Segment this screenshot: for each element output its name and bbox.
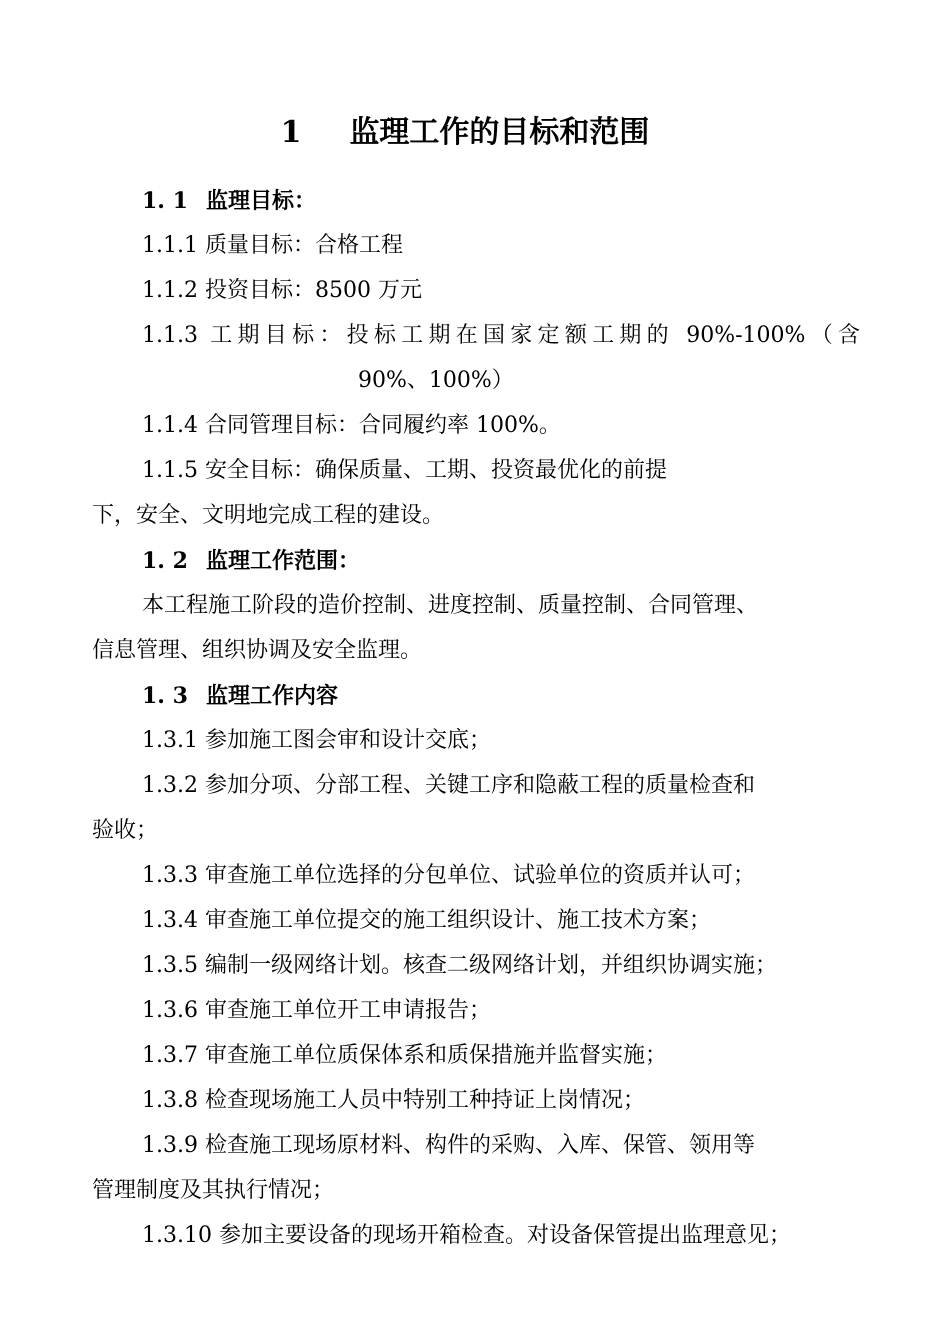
paragraph-line: 1.3.9 检查施工现场原材料、构件的采购、入库、保管、领用等 bbox=[142, 1133, 755, 1158]
paragraph-line: 本工程施工阶段的造价控制、进度控制、质量控制、合同管理、 bbox=[142, 593, 759, 618]
section-number: 1. 2 bbox=[142, 548, 188, 574]
chapter-title bbox=[0, 108, 940, 158]
section-title: 监理目标： bbox=[206, 188, 317, 214]
paragraph-line: 1.3.1 参加施工图会审和设计交底； bbox=[142, 728, 491, 753]
paragraph-line: 1.1.4 合同管理目标：合同履约率 100%。 bbox=[142, 413, 561, 438]
paragraph-line: 1.3.2 参加分项、分部工程、关键工序和隐蔽工程的质量检查和 bbox=[142, 773, 755, 798]
paragraph-line: 1.1.2 投资目标：8500 万元 bbox=[142, 278, 422, 303]
paragraph-line: 1.3.3 审查施工单位选择的分包单位、试验单位的资质并认可； bbox=[142, 863, 755, 888]
paragraph-line: 信息管理、组织协调及安全监理。 bbox=[92, 638, 423, 663]
section-heading-1-3 bbox=[92, 681, 922, 711]
paragraph-line: 1.1.5 安全目标：确保质量、工期、投资最优化的前提 bbox=[142, 458, 667, 483]
paragraph-line: 验收； bbox=[92, 818, 159, 843]
paragraph-line: 1.3.10 参加主要设备的现场开箱检查。对设备保管提出监理意见； bbox=[142, 1223, 791, 1248]
section-heading-1-1 bbox=[92, 186, 922, 216]
paragraph-line: 1.3.8 检查现场施工人员中特别工种持证上岗情况； bbox=[142, 1088, 645, 1113]
section-title: 监理工作范围： bbox=[206, 548, 361, 574]
chapter-title-text: 监理工作的目标和范围 bbox=[349, 115, 650, 150]
paragraph-line: 1.3.4 审查施工单位提交的施工组织设计、施工技术方案； bbox=[142, 908, 711, 933]
paragraph-line: 1.3.5 编制一级网络计划。核查二级网络计划，并组织协调实施； bbox=[142, 953, 777, 978]
paragraph-line: 1.1.1 质量目标：合格工程 bbox=[142, 233, 403, 258]
section-heading-1-2 bbox=[92, 546, 922, 576]
chapter-number: 1 bbox=[280, 115, 302, 150]
section-title: 监理工作内容 bbox=[206, 683, 339, 709]
paragraph-line: 90%、100%） bbox=[358, 368, 514, 393]
paragraph-line: 1.3.6 审查施工单位开工申请报告； bbox=[142, 998, 491, 1023]
section-number: 1. 3 bbox=[142, 683, 188, 709]
paragraph-line: 管理制度及其执行情况； bbox=[92, 1178, 335, 1203]
paragraph-line: 1.1.3 工期目标：投标工期在国家定额工期的 90%-100%（含 bbox=[142, 323, 860, 348]
section-number: 1. 1 bbox=[142, 188, 188, 214]
paragraph-line: 1.3.7 审查施工单位质保体系和质保措施并监督实施； bbox=[142, 1043, 667, 1068]
paragraph-line: 下，安全、文明地完成工程的建设。 bbox=[92, 503, 445, 528]
